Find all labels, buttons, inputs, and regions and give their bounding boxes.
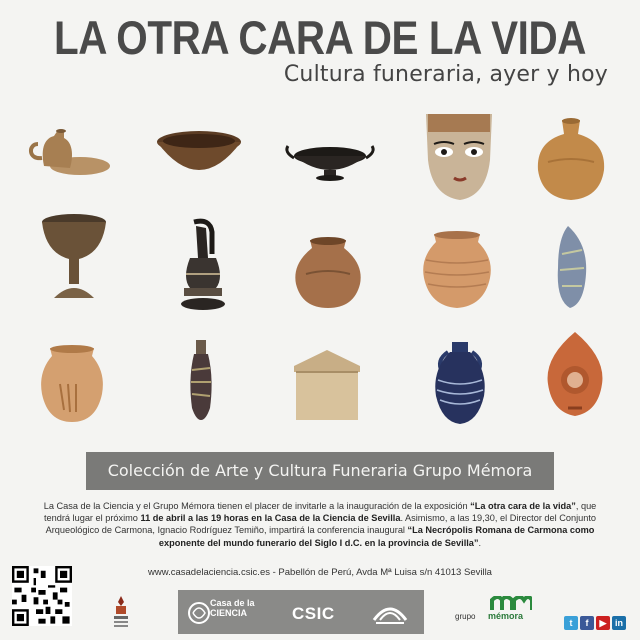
decorated-lamp-icon xyxy=(542,328,608,420)
small-ribbed-pot-icon xyxy=(38,344,106,424)
csic-logo: CSIC xyxy=(292,604,335,623)
glass-amphora-icon xyxy=(430,340,490,426)
glass-fragment-icon xyxy=(552,224,592,310)
page-title: LA OTRA CARA DE LA VIDA xyxy=(53,11,587,64)
facebook-icon[interactable]: f xyxy=(580,616,594,630)
junta-andalucia-logo-icon xyxy=(368,596,412,628)
kylix-cup-icon xyxy=(282,140,378,184)
page-subtitle: Cultura funeraria, ayer y hoy xyxy=(283,62,608,87)
globular-vase-icon xyxy=(534,116,608,202)
ribbed-jar-icon xyxy=(420,228,494,310)
invitation-text: La Casa de la Ciencia y el Grupo Mémora tienen el placer de invitarle a la inauguración de la exposición “La otra cara de la vida”, que tendrá lugar el próximo 11 de abril a las 19 horas en la Casa de la Ciencia de Sevilla. Asimismo, a las 19,30, el Director del Conjunto Arqueológico de Carmona, Ignacio Rodríguez Temiño, impartirá la conferencia inaugural “La Necrópolis Romana de Carmona como exponente del mundo funerario del Siglo I d.C. en la provincia de Sevilla”. xyxy=(43,501,597,548)
qr-code-icon[interactable] xyxy=(12,566,72,626)
goblet-icon xyxy=(38,212,110,304)
glass-bottle-icon xyxy=(186,338,216,422)
bronze-jug-icon xyxy=(176,218,230,312)
youtube-icon[interactable]: ▶ xyxy=(596,616,610,630)
memora-logo: mémora xyxy=(488,611,524,621)
oil-lamp-jug-icon xyxy=(24,122,114,180)
shallow-bowl-icon xyxy=(154,128,244,184)
round-pot-icon xyxy=(292,234,364,310)
cinerary-box-icon xyxy=(290,346,364,424)
casa-ciencia-logo: Casa de la CIENCIA xyxy=(210,598,255,618)
sarcophagus-mask-icon xyxy=(420,110,498,202)
crest-logo-icon xyxy=(110,594,132,630)
linkedin-icon[interactable]: in xyxy=(612,616,626,630)
grupo-label: grupo xyxy=(455,612,476,621)
address-line[interactable]: www.casadelaciencia.csic.es - Pabellón de Perú, Avda Mª Luisa s/n 41013 Sevilla xyxy=(148,567,492,578)
twitter-icon[interactable]: t xyxy=(564,616,578,630)
collection-banner: Colección de Arte y Cultura Funeraria Grupo Mémora xyxy=(86,452,554,490)
